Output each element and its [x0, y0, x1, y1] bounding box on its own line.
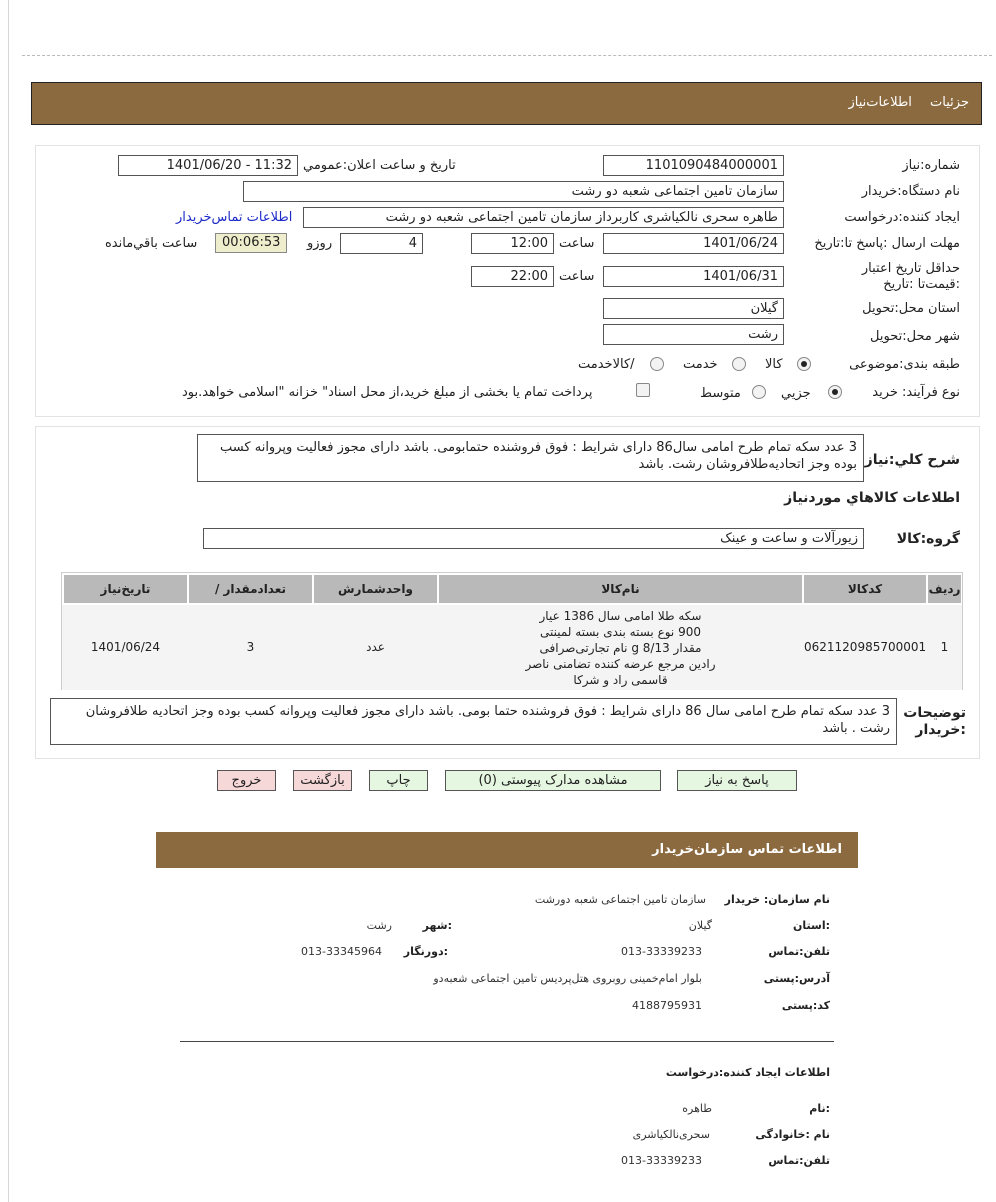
category-label: طبقه بندی:موضوعی [849, 357, 960, 372]
cell-name-line-1: سکه طلا امامی سال 1386 عیار [539, 609, 702, 623]
category-radio-goods-service[interactable] [650, 357, 664, 371]
contact-postal-value: 4188795931 [632, 999, 702, 1012]
contact-province-label: :استان [793, 919, 830, 932]
process-label: نوع فرآیند: خريد [872, 385, 960, 400]
category-radio-service[interactable] [732, 357, 746, 371]
contact-org-label: نام سازمان: خريدار [724, 893, 830, 906]
cell-code: 0621120985700001 [804, 640, 927, 654]
province-field: گيلان [603, 298, 784, 319]
validity-time-field: 22:00 [471, 266, 554, 287]
validity-time-label: ساعت [559, 269, 595, 284]
reply-button[interactable]: پاسخ به نياز [677, 770, 797, 791]
creator-field: طاهره سحری نالکیاشری کاربرداز سازمان تامین اجتماعی شعبه دو رشت [303, 207, 784, 228]
creator-label: ايجاد کننده:درخواست [844, 210, 960, 225]
cell-qty: 3 [246, 640, 255, 654]
city-label: شهر محل:تحويل [870, 329, 960, 344]
remaining-label: ساعت باقي‌مانده [105, 236, 198, 251]
contact-fax-label: :دورنگار [403, 945, 448, 958]
buyer-org-label: نام دستگاه:خريدار [861, 184, 960, 199]
send-time-field: 12:00 [471, 233, 554, 254]
cell-index: 1 [940, 640, 949, 654]
back-button[interactable]: بازگشت [293, 770, 352, 791]
payment-checkbox[interactable] [636, 383, 650, 397]
creator-name-label: :نام [809, 1102, 830, 1115]
col-header-unit: واحدشمارش [314, 575, 437, 603]
city-field: رشت [603, 324, 784, 345]
buyer-notes-label: توضيحات :خريدار [903, 705, 966, 738]
creator-family-label: نام :خانوادگی [755, 1128, 830, 1141]
left-border-line [8, 0, 9, 1202]
buyer-notes-box: 3 عدد سکه تمام طرح امامی سال 86 دارای شرایط : فوق فروشنده حتما بومی. باشد دارای مجوز فعالیت وپروانه کسب بوده وجز اتحادیه طلافروشان رشت . باشد [50, 698, 897, 745]
top-dashed-divider [22, 55, 992, 56]
category-option-goods-service: /کالاخدمت [578, 357, 635, 372]
contact-title-bar: اطلاعات تماس سازمان‌خريدار [156, 832, 858, 868]
countdown-timer: 00:06:53 [215, 233, 287, 253]
header-tabs [834, 95, 969, 110]
col-header-row: رديف [928, 575, 961, 603]
validity-date-field: 1401/06/31 [603, 266, 784, 287]
cell-name-line-2: 900 نوع بسته بندی بسته لمینتی [540, 625, 701, 639]
process-option-medium: متوسط [700, 386, 741, 401]
province-label: استان محل:تحويل [862, 301, 960, 316]
exit-button[interactable]: خروج [217, 770, 276, 791]
print-button[interactable]: چاپ [369, 770, 428, 791]
creator-phone-value: 013-33339233 [621, 1154, 702, 1167]
payment-note: پرداخت تمام يا بخشی از مبلغ خريد،از محل اسناد" خزانه "اسلامی خواهد.بود [182, 385, 593, 400]
send-deadline-label: مهلت ارسال :پاسخ تا:تاريخ [814, 236, 960, 251]
creator-name-value: طاهره [682, 1102, 712, 1115]
cell-date: 1401/06/24 [90, 640, 161, 654]
col-header-name: نام‌کالا [439, 575, 802, 603]
goods-group-field: زیورآلات و ساعت و عینک [203, 528, 864, 549]
contact-address-value: بلوار امام‌خمینی روبروی هتل‌پردیس تامین اجتماعی شعبه‌دو [433, 972, 702, 985]
cell-name-line-3: مقدار g 8/13 نام تجارتی‌صرافی [539, 641, 702, 655]
send-date-field: 1401/06/24 [603, 233, 784, 254]
contact-postal-label: کد:پستی [781, 999, 830, 1012]
contact-org-value: سازمان تامین اجتماعی شعبه دورشت [534, 893, 706, 906]
col-header-qty: / تعدادمقدار [189, 575, 312, 603]
buyer-contact-link[interactable]: اطلاعات تماس‌خريدار [176, 210, 293, 225]
contact-phone-label: تلفن:تماس [768, 945, 830, 958]
tab-details[interactable]: جزئیات [930, 95, 969, 110]
cell-unit: عدد [366, 640, 385, 654]
tab-need-info[interactable]: اطلاعات‌نیاز [848, 95, 912, 110]
days-label: روزو [307, 236, 333, 251]
validity-label: حداقل تاريخ اعتبار :قيمت‌تا :تاريخ [861, 261, 960, 292]
goods-group-label: گروه:کالا [896, 531, 960, 547]
cell-name [439, 608, 802, 688]
announce-field: 1401/06/20 - 11:32 [118, 155, 298, 176]
details-header-bar [31, 82, 982, 125]
goods-info-title: اطلاعات کالاهاي موردنياز [784, 490, 960, 506]
category-radio-goods[interactable] [797, 357, 811, 371]
need-number-label: شماره:نیاز [902, 158, 960, 173]
process-option-minor: جزيي [781, 386, 811, 401]
days-field: 4 [340, 233, 423, 254]
process-radio-minor[interactable] [828, 385, 842, 399]
table-row [62, 605, 962, 690]
col-header-code: کدکالا [804, 575, 926, 603]
creator-info-title: اطلاعات ایجاد کننده:درخواست [665, 1066, 830, 1079]
send-time-label: ساعت [559, 236, 595, 251]
creator-family-value: سحری‌نالکیاشری [632, 1128, 710, 1141]
summary-box: 3 عدد سکه تمام طرح امامی سال86 دارای شرایط : فوق فروشنده حتمابومی. باشد دارای مجوز فعالیت وپروانه کسب بوده وجز اتحادیه‌طلافروشان رشت. باشد [197, 434, 864, 482]
category-option-service: خدمت [683, 357, 718, 372]
contact-fax-value: 013-33345964 [301, 945, 382, 958]
announce-label: تاریخ و ساعت اعلان:عمومي [303, 158, 456, 173]
goods-table [61, 572, 963, 690]
contact-province-value: گیلان [688, 919, 712, 932]
contact-address-label: آدرس:پستی [763, 972, 830, 985]
buyer-org-field: سازمان تامین اجتماعی شعبه دو رشت [243, 181, 784, 202]
col-header-date: تاريخ‌نياز [64, 575, 187, 603]
cell-name-line-4: رادین مرجع عرضه کننده تضامنی ناصر [525, 657, 716, 671]
process-radio-medium[interactable] [752, 385, 766, 399]
cell-name-line-5: قاسمی راد و شرکا [573, 673, 668, 687]
contact-city-label: :شهر [422, 919, 452, 932]
attachments-button[interactable]: مشاهده مدارک پيوستی (0) [445, 770, 661, 791]
summary-label: شرح کلي:نياز [864, 452, 960, 468]
category-option-goods: کالا [765, 357, 783, 372]
contact-divider [180, 1041, 834, 1042]
creator-phone-label: تلفن:تماس [768, 1154, 830, 1167]
contact-phone-value: 013-33339233 [621, 945, 702, 958]
need-number-field: 1101090484000001 [603, 155, 784, 176]
contact-city-value: رشت [366, 919, 392, 932]
